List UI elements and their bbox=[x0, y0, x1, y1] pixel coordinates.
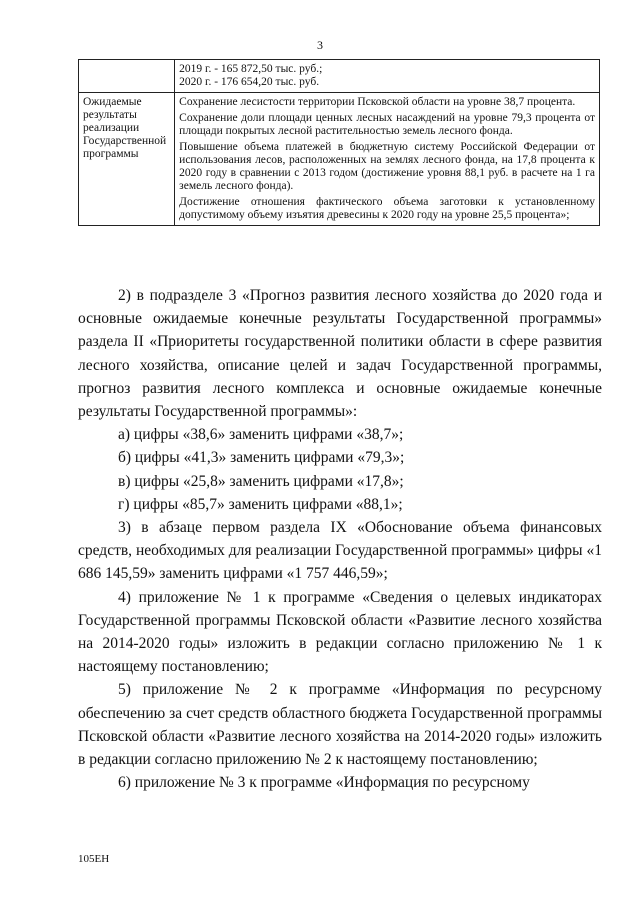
table-cell-funding bbox=[175, 60, 600, 93]
result-item: Повышение объема платежей в бюджетную систему Российской Федерации от использования лесов, расположенных на землях лесного фонда, на 17,8 процента к 2020 году в сравнении с 2013 годом (достижение уровня 88,1 руб. в расчете на 1 га земель лесного фонда). bbox=[179, 141, 595, 192]
paragraph: 5) приложение № 2 к программе «Информация по ресурсному обеспечению за счет средств областного бюджета Государственной программы Псковской области «Развитие лесного хозяйства на 2014-2020 годы» изложить в редакции согласно приложению № 2 к настоящему постановлению; bbox=[78, 681, 602, 769]
table-cell-results bbox=[175, 93, 600, 226]
list-item: в) цифры «25,8» заменить цифрами «17,8»; bbox=[118, 472, 404, 490]
table-cell-label: Ожидаемые результаты реализации Государственной программы bbox=[79, 93, 175, 226]
paragraph: 2) в подразделе 3 «Прогноз развития лесного хозяйства до 2020 года и основные ожидаемые конечные результаты Государственной программы» раздела II «Приоритеты государственной политики области в сфере развития лесного хозяйства, описание целей и задач Государственной программы, прогноз развития лесного комплекса и основные ожидаемые конечные результаты Государственной программы»: bbox=[78, 287, 602, 421]
funding-2019: 2019 г. - 165 872,50 тыс. руб.; bbox=[179, 63, 323, 75]
result-item: Достижение отношения фактического объема заготовки к установленному допустимому объему изъятия древесины к 2020 году на уровне 25,5 процента»; bbox=[179, 196, 595, 221]
table-row bbox=[79, 93, 600, 226]
list-item: б) цифры «41,3» заменить цифрами «79,3»; bbox=[118, 449, 405, 467]
paragraph: 3) в абзаце первом раздела IX «Обоснование объема финансовых средств, необходимых для реализации Государственной программы» цифры «1 686 145,59» заменить цифрами «1 757 446,59»; bbox=[78, 519, 602, 583]
table-row bbox=[79, 60, 600, 93]
paragraph: 4) приложение № 1 к программе «Сведения о целевых индикаторах Государственной программы Псковской области «Развитие лесного хозяйства на 2014-2020 годы» изложить в редакции согласно приложению № 1 к настоящему постановлению; bbox=[78, 588, 602, 676]
result-item: Сохранение лесистости территории Псковской области на уровне 38,7 процента. bbox=[179, 96, 576, 108]
paragraph: 6) приложение № 3 к программе «Информация по ресурсному bbox=[118, 774, 530, 792]
list-item: а) цифры «38,6» заменить цифрами «38,7»; bbox=[118, 426, 404, 444]
result-item: Сохранение доли площади ценных лесных насаждений на уровне 79,3 процента от площади покрытых лесной растительностью земель лесного фонда. bbox=[179, 112, 595, 137]
page-number: 3 bbox=[317, 38, 323, 52]
table-cell-empty bbox=[79, 60, 175, 93]
document-body bbox=[78, 284, 602, 794]
funding-2020: 2020 г. - 176 654,20 тыс. руб. bbox=[179, 76, 320, 88]
list-item: г) цифры «85,7» заменить цифрами «88,1»; bbox=[118, 495, 403, 513]
program-passport-table bbox=[78, 59, 600, 226]
document-code: 105ЕН bbox=[78, 853, 110, 865]
